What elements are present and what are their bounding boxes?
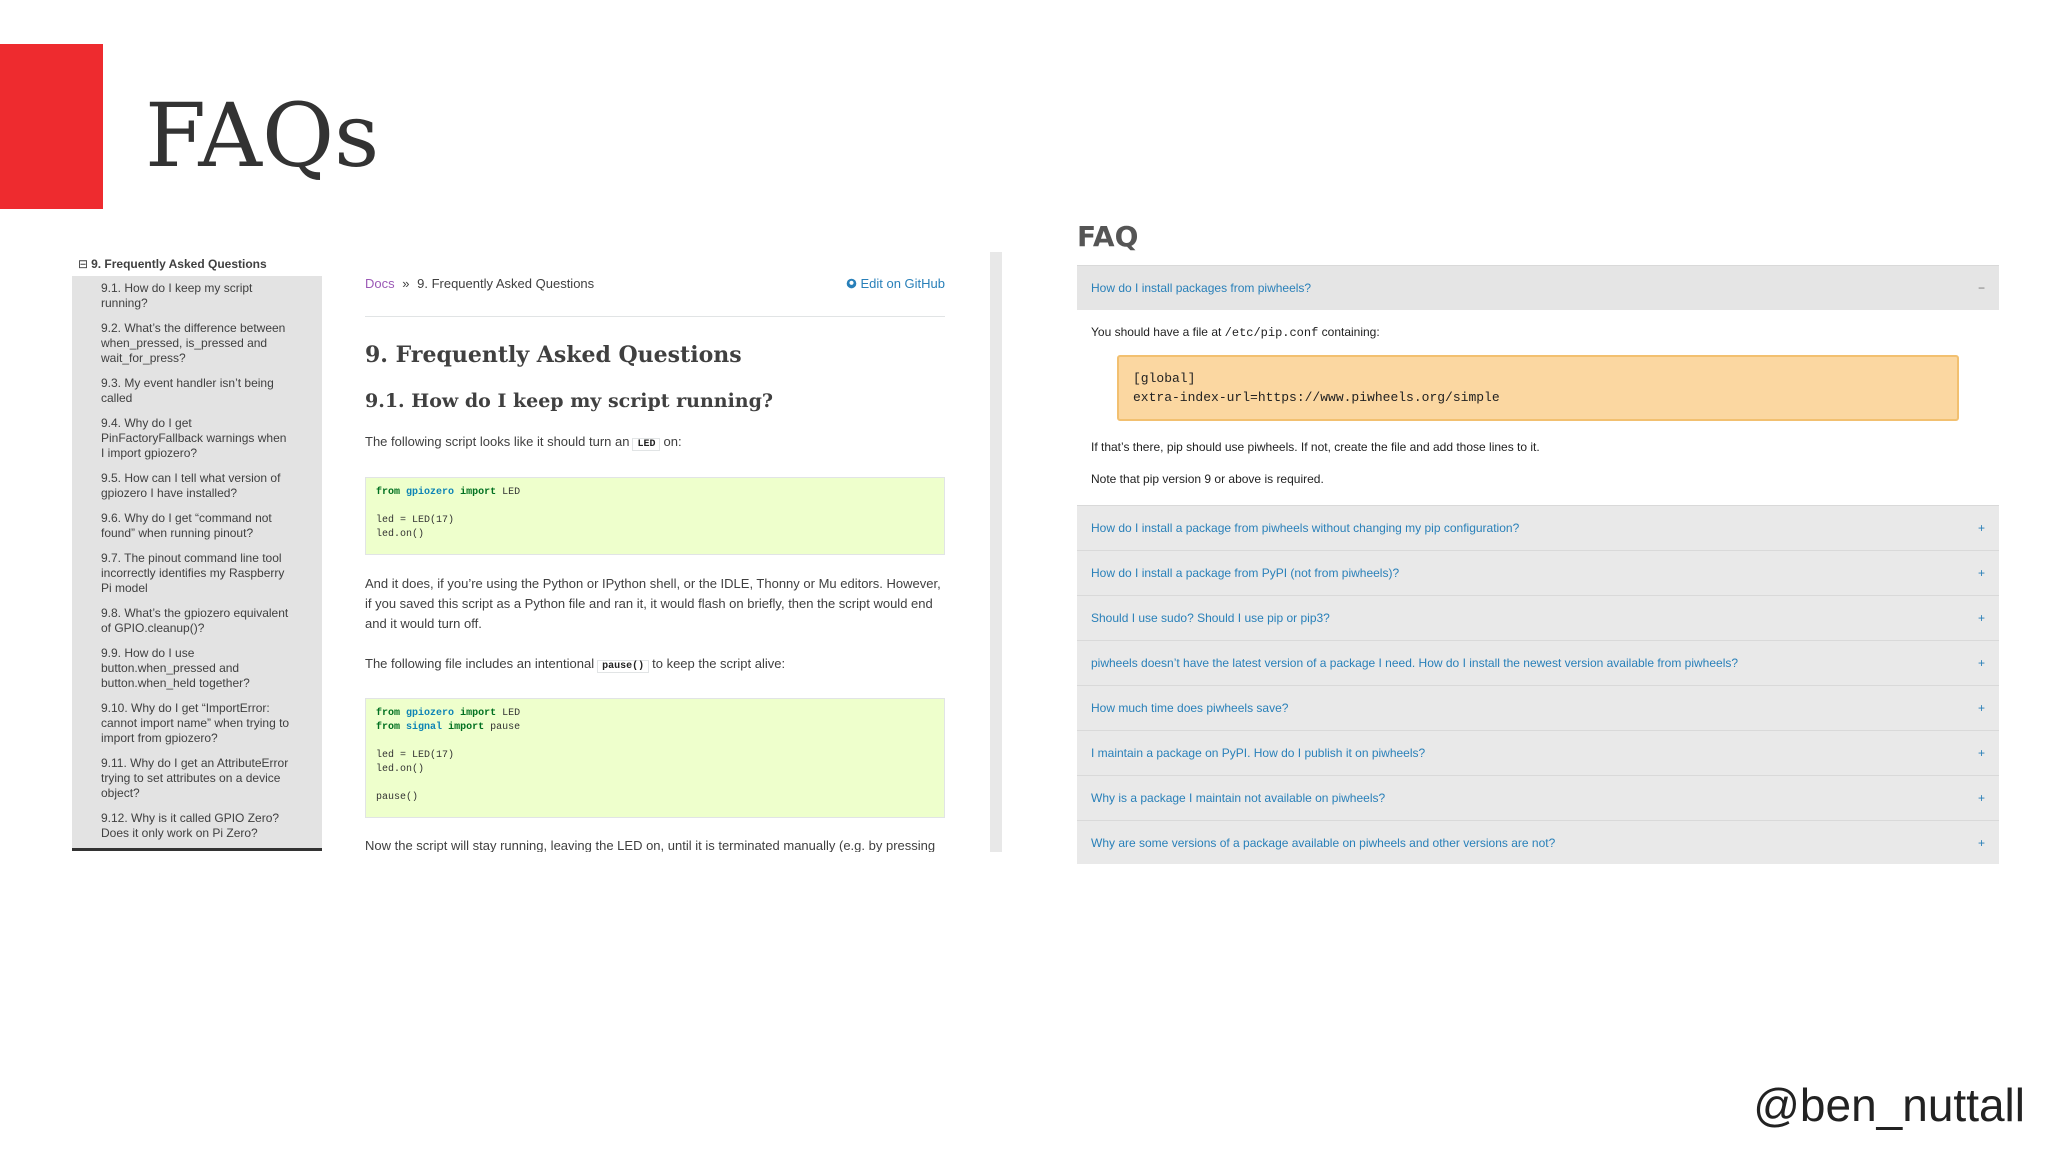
faq-question-label: Why are some versions of a package available on piwheels and other versions are not? xyxy=(1091,836,1556,850)
sidebar-item-9-2[interactable]: 9.2. What’s the difference between when_pressed, is_pressed and wait_for_press? xyxy=(101,321,286,365)
paragraph-pause xyxy=(365,654,945,677)
faq-item xyxy=(1077,505,1999,550)
sidebar-item-9-1[interactable]: 9.1. How do I keep my script running? xyxy=(101,281,253,310)
inline-code-pause: pause() xyxy=(597,660,649,673)
faq-question[interactable] xyxy=(1077,776,1999,820)
faq-item xyxy=(1077,775,1999,820)
answer-paragraph-3: Note that pip version 9 or above is required. xyxy=(1091,472,1324,486)
section-heading: 9.1. How do I keep my script running? xyxy=(365,390,774,412)
code-block-led: from gpiozero import LED led = LED(17) led.on() xyxy=(365,477,945,555)
faq-question[interactable] xyxy=(1077,506,1999,550)
paragraph-intro-end: on: xyxy=(663,434,682,449)
faq-question[interactable] xyxy=(1077,821,1999,864)
faq-question[interactable] xyxy=(1077,686,1999,730)
answer-paragraph-2: If that’s there, pip should use piwheels. If not, create the file and add those lines to it. xyxy=(1091,440,1540,454)
paragraph-intro-text: The following script looks like it should turn an xyxy=(365,434,630,449)
code-block-pause: from gpiozero import LED from signal import pause led = LED(17) led.on() pause() xyxy=(365,698,945,818)
faq-question[interactable] xyxy=(1077,641,1999,685)
faq-item xyxy=(1077,550,1999,595)
sidebar-item-9-6[interactable]: 9.6. Why do I get “command not found” when running pinout? xyxy=(101,511,272,540)
inline-code-led: LED xyxy=(632,438,660,451)
pip-conf-path: /etc/pip.conf xyxy=(1224,326,1319,340)
faq-item xyxy=(1077,730,1999,775)
expand-icon[interactable]: + xyxy=(1977,836,1985,850)
scrollbar[interactable] xyxy=(990,252,1002,852)
faq-question-label: How do I install a package from PyPI (not from piwheels)? xyxy=(1091,566,1400,580)
faq-item xyxy=(1077,595,1999,640)
expand-icon[interactable]: + xyxy=(1977,701,1985,715)
faq-question-label: How do I install a package from piwheels without changing my pip configuration? xyxy=(1091,521,1520,535)
sidebar-item-9-10[interactable]: 9.10. Why do I get “ImportError: cannot import name” when trying to import from gpiozero? xyxy=(101,701,290,745)
paragraph-intro xyxy=(365,432,945,455)
paragraph-explanation: And it does, if you’re using the Python or IPython shell, or the IDLE, Thonny or Mu editors. However, if you saved this script as a Python file and ran it, it would flash on briefly, then the script would end and it would turn off. xyxy=(365,576,941,631)
gpiozero-docs-screenshot xyxy=(72,252,1002,852)
expand-icon[interactable]: + xyxy=(1977,791,1985,805)
faq-question[interactable] xyxy=(1077,731,1999,775)
paragraph-pause-text: The following file includes an intentional xyxy=(365,656,595,671)
faq-question[interactable] xyxy=(1077,551,1999,595)
expand-icon[interactable]: + xyxy=(1977,521,1985,535)
sidebar-item-9-4[interactable]: 9.4. Why do I get PinFactoryFallback warnings when I import gpiozero? xyxy=(101,416,287,460)
expand-icon[interactable]: + xyxy=(1977,611,1985,625)
sidebar-item-9-9[interactable]: 9.9. How do I use button.when_pressed and button.when_held together? xyxy=(101,646,250,690)
faq-question-label: Should I use sudo? Should I use pip or pip3? xyxy=(1091,611,1330,625)
sidebar-item-9-7[interactable]: 9.7. The pinout command line tool incorrectly identifies my Raspberry Pi model xyxy=(101,551,285,595)
faq-question[interactable] xyxy=(1077,596,1999,640)
answer-intro-end: containing: xyxy=(1321,325,1380,339)
nav-section-heading-label: 9. Frequently Asked Questions xyxy=(91,257,267,271)
github-icon xyxy=(846,278,857,289)
faq-accordion xyxy=(1077,265,1999,864)
faq-answer xyxy=(1077,310,1999,505)
paragraph-cutoff: Now the script will stay running, leaving the LED on, until it is terminated manually (e.g. by pressing xyxy=(365,838,936,852)
faq-item-open xyxy=(1077,265,1999,505)
faq-question-label: Why is a package I maintain not available on piwheels? xyxy=(1091,791,1386,805)
sidebar-item-9-12[interactable]: 9.12. Why is it called GPIO Zero? Does it only work on Pi Zero? xyxy=(101,811,280,840)
breadcrumb-current: 9. Frequently Asked Questions xyxy=(417,276,595,291)
sidebar-item-9-11[interactable]: 9.11. Why do I get an AttributeError trying to set attributes on a device object? xyxy=(101,756,289,800)
faq-item xyxy=(1077,685,1999,730)
page-title: 9. Frequently Asked Questions xyxy=(365,342,742,368)
expand-icon[interactable]: + xyxy=(1977,656,1985,670)
piwheels-faq-screenshot xyxy=(1077,212,1999,864)
faq-question-label: piwheels doesn’t have the latest version of a package I need. How do I install the newest version available from piwheels? xyxy=(1091,656,1739,670)
sidebar-item-9-5[interactable]: 9.5. How can I tell what version of gpiozero I have installed? xyxy=(101,471,281,500)
expand-icon[interactable]: + xyxy=(1977,746,1985,760)
faq-question-label: How much time does piwheels save? xyxy=(1091,701,1289,715)
faq-question-label: I maintain a package on PyPI. How do I publish it on piwheels? xyxy=(1091,746,1426,760)
author-handle: @ben_nuttall xyxy=(1753,1079,2025,1131)
faq-question-install-packages[interactable] xyxy=(1077,266,1999,310)
accent-block xyxy=(0,44,103,209)
faq-item xyxy=(1077,820,1999,864)
sidebar-item-9-8[interactable]: 9.8. What’s the gpiozero equivalent of GPIO.cleanup()? xyxy=(101,606,289,635)
answer-intro-text: You should have a file at xyxy=(1091,325,1222,339)
divider xyxy=(365,316,945,317)
faq-question-label: How do I install packages from piwheels? xyxy=(1091,281,1312,295)
breadcrumb-separator: » xyxy=(402,276,410,291)
edit-on-github-link[interactable] xyxy=(846,276,945,291)
breadcrumb-docs-link[interactable]: Docs xyxy=(365,276,395,291)
nav-section-heading[interactable] xyxy=(78,257,267,271)
faq-item xyxy=(1077,640,1999,685)
collapse-icon[interactable]: ⊟ xyxy=(78,257,89,271)
docs-content xyxy=(365,252,945,852)
faq-title: FAQ xyxy=(1077,220,1139,253)
docs-sidebar xyxy=(72,276,322,851)
pip-conf-code-block: [global] extra-index-url=https://www.piwheels.org/simple xyxy=(1117,355,1959,421)
breadcrumb xyxy=(365,276,945,291)
edit-on-github-label: Edit on GitHub xyxy=(860,276,945,291)
slide-title: FAQs xyxy=(145,84,380,187)
expand-icon[interactable]: + xyxy=(1977,566,1985,580)
paragraph-pause-end: to keep the script alive: xyxy=(652,656,786,671)
answer-intro xyxy=(1091,324,1985,341)
collapse-icon[interactable]: − xyxy=(1977,281,1985,295)
sidebar-item-9-3[interactable]: 9.3. My event handler isn’t being called xyxy=(101,376,274,405)
